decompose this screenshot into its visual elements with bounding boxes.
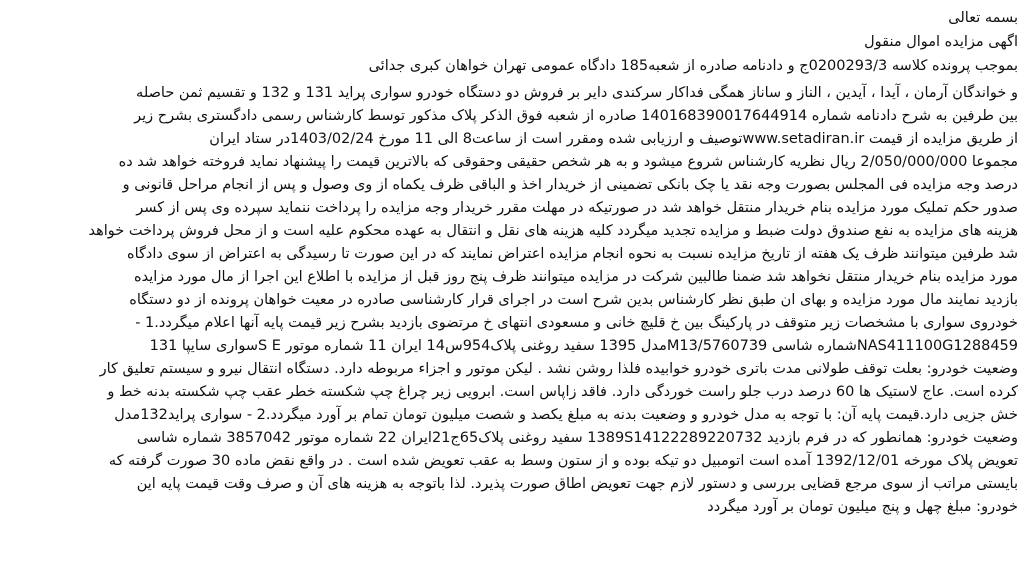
body-line: وضعیت خودرو: بعلت توقف طولانی مدت باتری خودرو خوابیده فلذا روشن نشد . لیکن موتور و اجزاء مربوطه دارد. دستگاه انتقال نیرو و سیستم تعلیق کار [99, 361, 1018, 377]
body-line: خودروی سواری با مشخصات زیر متوقف در پارکینگ بین خ قلیچ خانی و مسعودی انتهای خ مرتضوی بازدید بشرح زیر قیمت پایه آنها اعلام میگردد.1 - [135, 315, 1018, 331]
body-line: و خواندگان آرمان ، آیدا ، آیدین ، الناز و ساناز همگی فداکار سرکندی دایر بر فروش دو دستگاه خودرو سواری پراید 131 و 132 و تقسیم ثمن حاصله [136, 85, 1018, 101]
body-line: صدور حکم تملیک مورد مزایده بنام خریدار منتقل خواهد شد در صورتیکه در مهلت مقرر خریدار وجه مزایده را پرداخت ننماید سپرده وی پس از کسر [136, 200, 1018, 216]
body-line: از طریق مزایده از قیمت www.setadiran.irتوصیف و ارزیابی شده ومقرر است از ساعت8 الی 11 مورخ 1403/02/24در ستاد ایران [209, 131, 1018, 147]
body-line: بین طرفین به شرح دادنامه شماره 140168390017644914 صادره از شعبه فوق الذکر پلاک مذکور توسط کارشناس رسمی دادگستری بشرح زیر [134, 108, 1018, 124]
body-line: بازدید نمایند مال مورد مزایده و بهای ان طبق نظر کارشناس بدین شرح است در اجرای قرار کارشناسی صادره در معیت خواهان پرونده از دو دستگاه [129, 292, 1018, 308]
body-line: کرده است. عاج لاستیک ها 60 درصد درب جلو راست خوردگی دارد. فاقد زاپاس است. ابرویی زیر چراغ چپ شکسته خطر عقب چپ شکسته بدنه خط و [107, 384, 1018, 400]
body-line: مورد مزایده بنام خریدار منتقل نخواهد شد ضمنا طالبین شرکت در مزایده میتوانند ظرف پنج روز قبل از مزایده با اطلاع این اجرا از مال مورد مزایده [134, 269, 1018, 285]
basmala-heading: بسمه تعالی [948, 10, 1018, 26]
notice-intro: بموجب پرونده کلاسه 0200293/3ج و دادنامه صادره از شعبه185 دادگاه عمومی تهران خواهان کبری جدائی [368, 58, 1018, 74]
body-line: وضعیت خودرو: همانطور که در فرم بازدید 1389S14122289220732 سفید روغنی پلاک65ج21ایران 22 شماره موتور 3857042 شماره شاسی [136, 430, 1018, 446]
body-line: بایستی مراتب از سوی مرجع قضایی بررسی و دستور لازم جهت تعویض اطاق صورت پذیرد. لذا باتوجه به هزینه های آن و صرف وقت قیمت پایه این [136, 476, 1018, 492]
body-line: شد طرفین میتوانند ظرف یک هفته از تاریخ مزایده نسبت به نحوه انجام مزایده اعتراض نمایند که در این صورت تا رسیدگی به اعتراض از سوی دادگاه [127, 246, 1018, 262]
body-line: تعویض پلاک مورخه 1392/12/01 آمده است اتومبیل دو تیکه بوده و از ستون وسط به عقب تعویض شده است . در واقع نقض ماده 30 صورت گرفته که [108, 453, 1018, 469]
notice-body [6, 82, 1018, 519]
body-line: خش جزیی دارد.قیمت پایه آن: با توجه به مدل خودرو و وضعیت بدنه به مبلغ یکصد و شصت میلیون تومان تمام بر آورد میگردد.2 - سواری پراید132مدل [114, 407, 1018, 423]
body-line: خودرو: مبلغ چهل و پنج میلیون تومان بر آورد میگردد [707, 499, 1018, 515]
body-line: هزینه های مزایده به نفع صندوق دولت ضبط و مزایده تجدید میگردد کلیه هزینه های نقل و انتقال به عهده محکوم علیه است و از محل فروش پرداخت خواهد [88, 223, 1018, 239]
body-line: درصد وجه مزایده فی المجلس بصورت وجه نقد یا چک بانکی تضمینی از خریدار اخذ و الباقی ظرف یکماه از وی وصول و پس از انجام مراحل قانونی و [122, 177, 1018, 193]
body-line: مجموعا 2/050/000/000 ریال نظریه کارشناس شروع میشود و به هر شخص حقیقی وحقوقی که بالاترین قیمت را پیشنهاد نماید فروخته خواهد شد ده [118, 154, 1018, 170]
body-line: NAS411100G1288459شماره شاسی M13/5760739مدل 1395 سفید روغنی پلاک954س14 ایران 11 شماره موتور S Eسواری سایپا 131 [149, 338, 1018, 354]
notice-title: اگهی مزایده اموال منقول [864, 34, 1018, 50]
